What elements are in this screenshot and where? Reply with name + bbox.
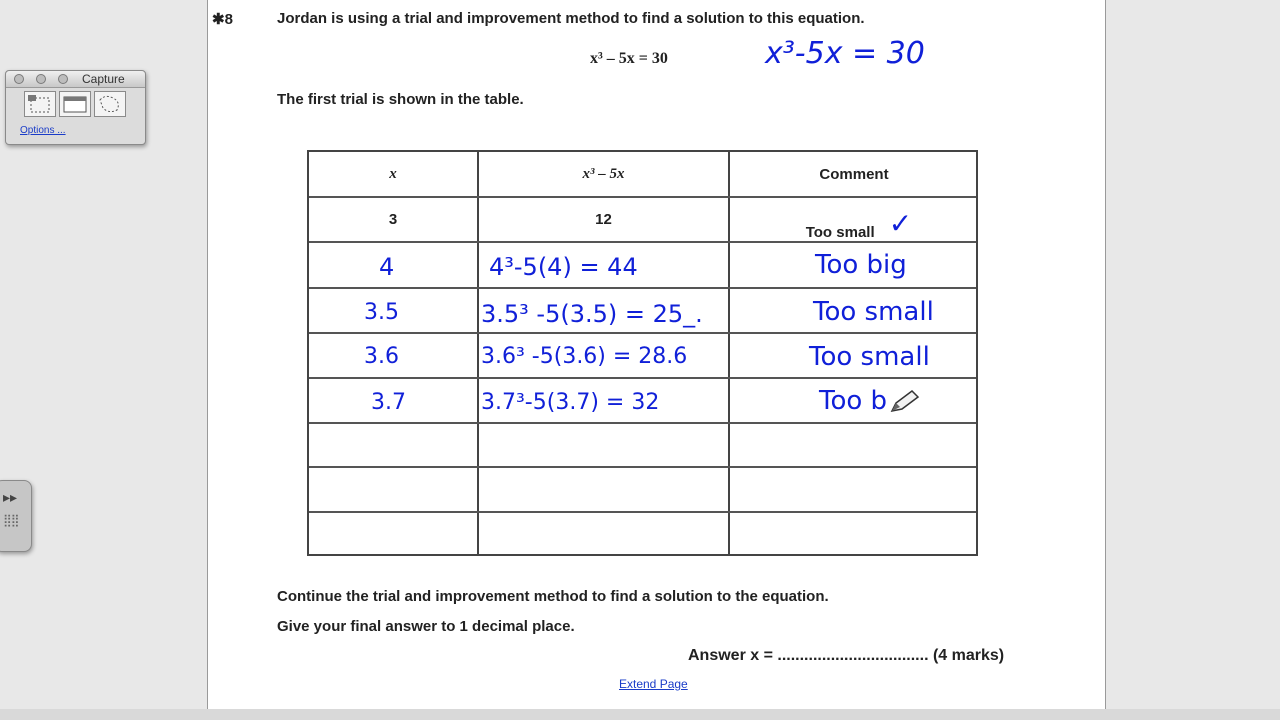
minimize-icon[interactable]	[36, 74, 46, 84]
hw-comment: Too small	[813, 297, 934, 327]
first-trial-text: The first trial is shown in the table.	[277, 91, 524, 108]
extend-page-link[interactable]: Extend Page	[619, 677, 688, 691]
table-header-expression: x³ – 5x	[582, 166, 625, 182]
comment-text: Too small	[805, 224, 875, 241]
region-capture-icon	[25, 92, 55, 116]
table-cell: 3	[388, 211, 398, 228]
table-divider	[309, 422, 976, 424]
window-capture-icon	[60, 92, 90, 116]
zoom-icon[interactable]	[58, 74, 68, 84]
table-cell	[730, 207, 978, 244]
hw-value: 3.6³ -5(3.6) = 28.6	[481, 344, 688, 369]
freeform-capture-button[interactable]	[94, 91, 126, 117]
hw-x: 4	[379, 253, 395, 281]
table-divider	[309, 287, 976, 289]
handwritten-equation: x³-5x = 30	[765, 36, 925, 71]
side-tool-handle[interactable]	[0, 480, 32, 552]
table-header-x: x	[389, 166, 397, 182]
question-text: Jordan is using a trial and improvement method to find a solution to this equation.	[277, 10, 865, 27]
hw-x: 3.6	[364, 344, 399, 369]
region-capture-button[interactable]	[24, 91, 56, 117]
table-divider	[309, 511, 976, 513]
table-divider	[309, 466, 976, 468]
hw-value: 3.5³ -5(3.5) = 25_.	[481, 300, 703, 328]
hw-comment: Too b	[819, 386, 888, 416]
table-header-comment: Comment	[819, 166, 889, 183]
trial-table	[307, 150, 978, 556]
grip-icon: ⣿⣿	[3, 513, 19, 527]
check-mark-icon: ✓	[888, 207, 913, 240]
printed-equation: x³ – 5x = 30	[590, 50, 668, 67]
table-divider	[309, 332, 976, 334]
capture-titlebar[interactable]	[6, 71, 145, 88]
window-capture-button[interactable]	[59, 91, 91, 117]
hw-x: 3.7	[371, 390, 406, 415]
pen-cursor-icon	[888, 389, 920, 415]
capture-panel	[5, 70, 146, 145]
instruction-line-1: Continue the trial and improvement method to find a solution to the equation.	[277, 588, 829, 605]
answer-line: Answer x = .................................. (4 marks)	[688, 647, 1005, 664]
instruction-line-2: Give your final answer to 1 decimal place.	[277, 618, 575, 635]
capture-options-link[interactable]: Options ...	[20, 125, 66, 136]
freeform-capture-icon	[95, 92, 125, 116]
hw-value: 4³-5(4) = 44	[489, 253, 638, 281]
bottom-shade	[0, 709, 1280, 720]
hw-x: 3.5	[364, 300, 399, 325]
capture-title: Capture	[82, 72, 125, 86]
hw-value: 3.7³-5(3.7) = 32	[481, 390, 660, 415]
table-cell: 12	[595, 211, 612, 228]
question-number: ✱8	[212, 11, 233, 28]
table-divider	[309, 196, 976, 198]
close-icon[interactable]	[14, 74, 24, 84]
expand-arrows-icon[interactable]: ▸▸	[3, 489, 18, 505]
hw-comment: Too small	[809, 342, 930, 372]
hw-comment: Too big	[815, 250, 907, 280]
table-divider	[309, 377, 976, 379]
